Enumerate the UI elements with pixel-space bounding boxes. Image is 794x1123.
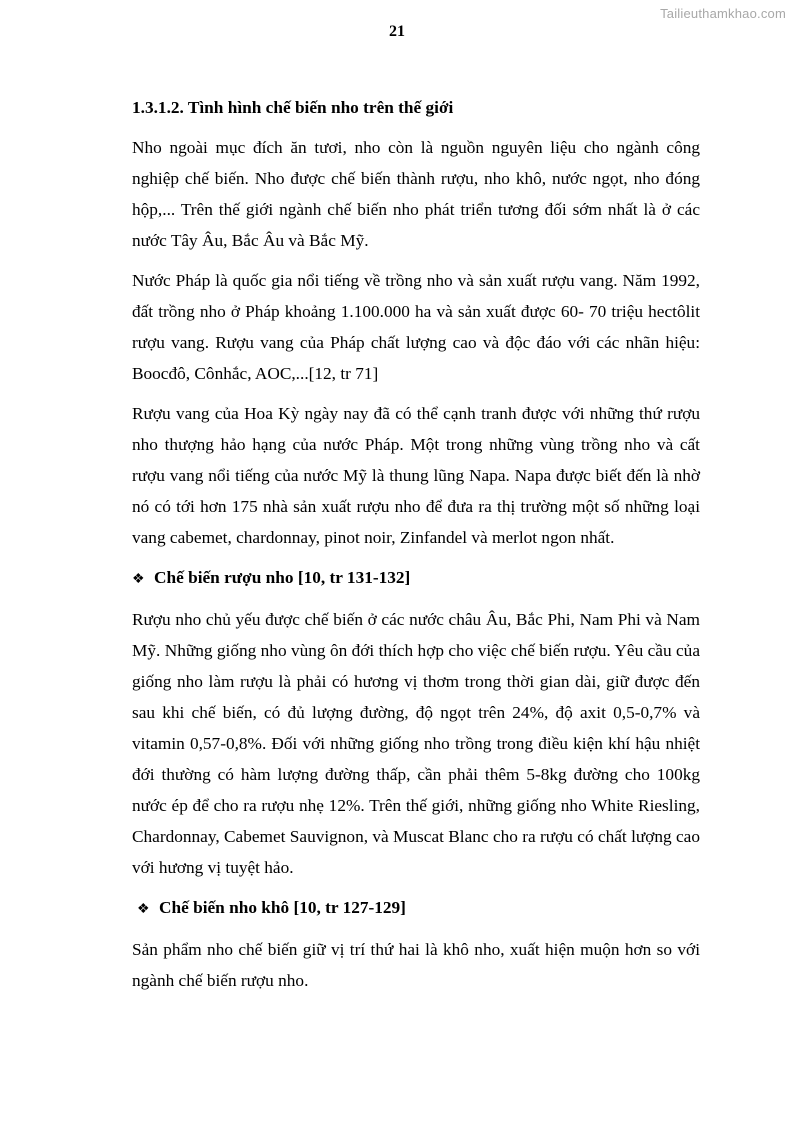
page-number: 21 xyxy=(389,23,405,40)
paragraph-france: Nước Pháp là quốc gia nổi tiếng về trồng nho và sản xuất rượu vang. Năm 1992, đất trồng nho ở Pháp khoảng 1.100.000 ha và sản xuất được 60- 70 triệu hectôlit rượu vang. Rượu vang của Pháp chất lượng cao và độc đáo với các nhãn hiệu: Boocđô, Cônhắc, AOC,...[12, tr 71] xyxy=(132,271,700,383)
diamond-bullet-icon: ❖ xyxy=(132,572,145,587)
diamond-bullet-icon: ❖ xyxy=(137,902,150,917)
paragraph-wine: Rượu nho chủ yếu được chế biến ở các nước châu Âu, Bắc Phi, Nam Phi và Nam Mỹ. Những giống nho vùng ôn đới thích hợp cho việc chế biến rượu. Yêu cầu của giống nho làm rượu là phải có hương vị thơm trong thời gian dài, giữ được đến sau khi chế biến, có đủ lượng đường, độ ngọt trên 24%, độ axit 0,5-0,7% và vitamin 0,57-0,8%. Đối với những giống nho trồng trong điều kiện khí hậu nhiệt đới thường có hàm lượng đường thấp, cần phải thêm 5-8kg đường cho 100kg nước ép để cho ra rượu nhẹ 12%. Trên thế giới, những giống nho White Riesling, Chardonnay, Cabemet Sauvignon, và Muscat Blanc cho ra rượu có chất lượng cao với hương vị tuyệt hảo. xyxy=(132,610,700,877)
subheading-raisin xyxy=(137,892,700,925)
subheading-wine-title: Chế biến rượu nho [10, tr 131-132] xyxy=(154,568,411,587)
watermark: Tailieuthamkhao.com xyxy=(660,6,786,21)
paragraph-raisin: Sản phẩm nho chế biến giữ vị trí thứ hai là khô nho, xuất hiện muộn hơn so với ngành chế biến rượu nho. xyxy=(132,940,700,990)
paragraph-usa: Rượu vang của Hoa Kỳ ngày nay đã có thể cạnh tranh được với những thứ rượu nho thượng hảo hạng của nước Pháp. Một trong những vùng trồng nho và cất rượu vang nổi tiếng của nước Mỹ là thung lũng Napa. Napa được biết đến là nhờ nó có tới hơn 175 nhà sản xuất rượu nho để đưa ra thị trường một số những loại vang cabemet, chardonnay, pinot noir, Zinfandel và merlot ngon nhất. xyxy=(132,404,700,547)
subheading-raisin-title: Chế biến nho khô [10, tr 127-129] xyxy=(159,898,406,917)
subheading-wine xyxy=(132,562,700,595)
paragraph-intro: Nho ngoài mục đích ăn tươi, nho còn là nguồn nguyên liệu cho ngành công nghiệp chế biến. Nho được chế biến thành rượu, nho khô, nước ngọt, nho đóng hộp,... Trên thế giới ngành chế biến nho phát triển tương đối sớm nhất là ở các nước Tây Âu, Bắc Âu và Bắc Mỹ. xyxy=(132,138,700,250)
document-body xyxy=(132,92,700,1005)
section-heading: 1.3.1.2. Tình hình chế biến nho trên thế giới xyxy=(132,98,454,117)
